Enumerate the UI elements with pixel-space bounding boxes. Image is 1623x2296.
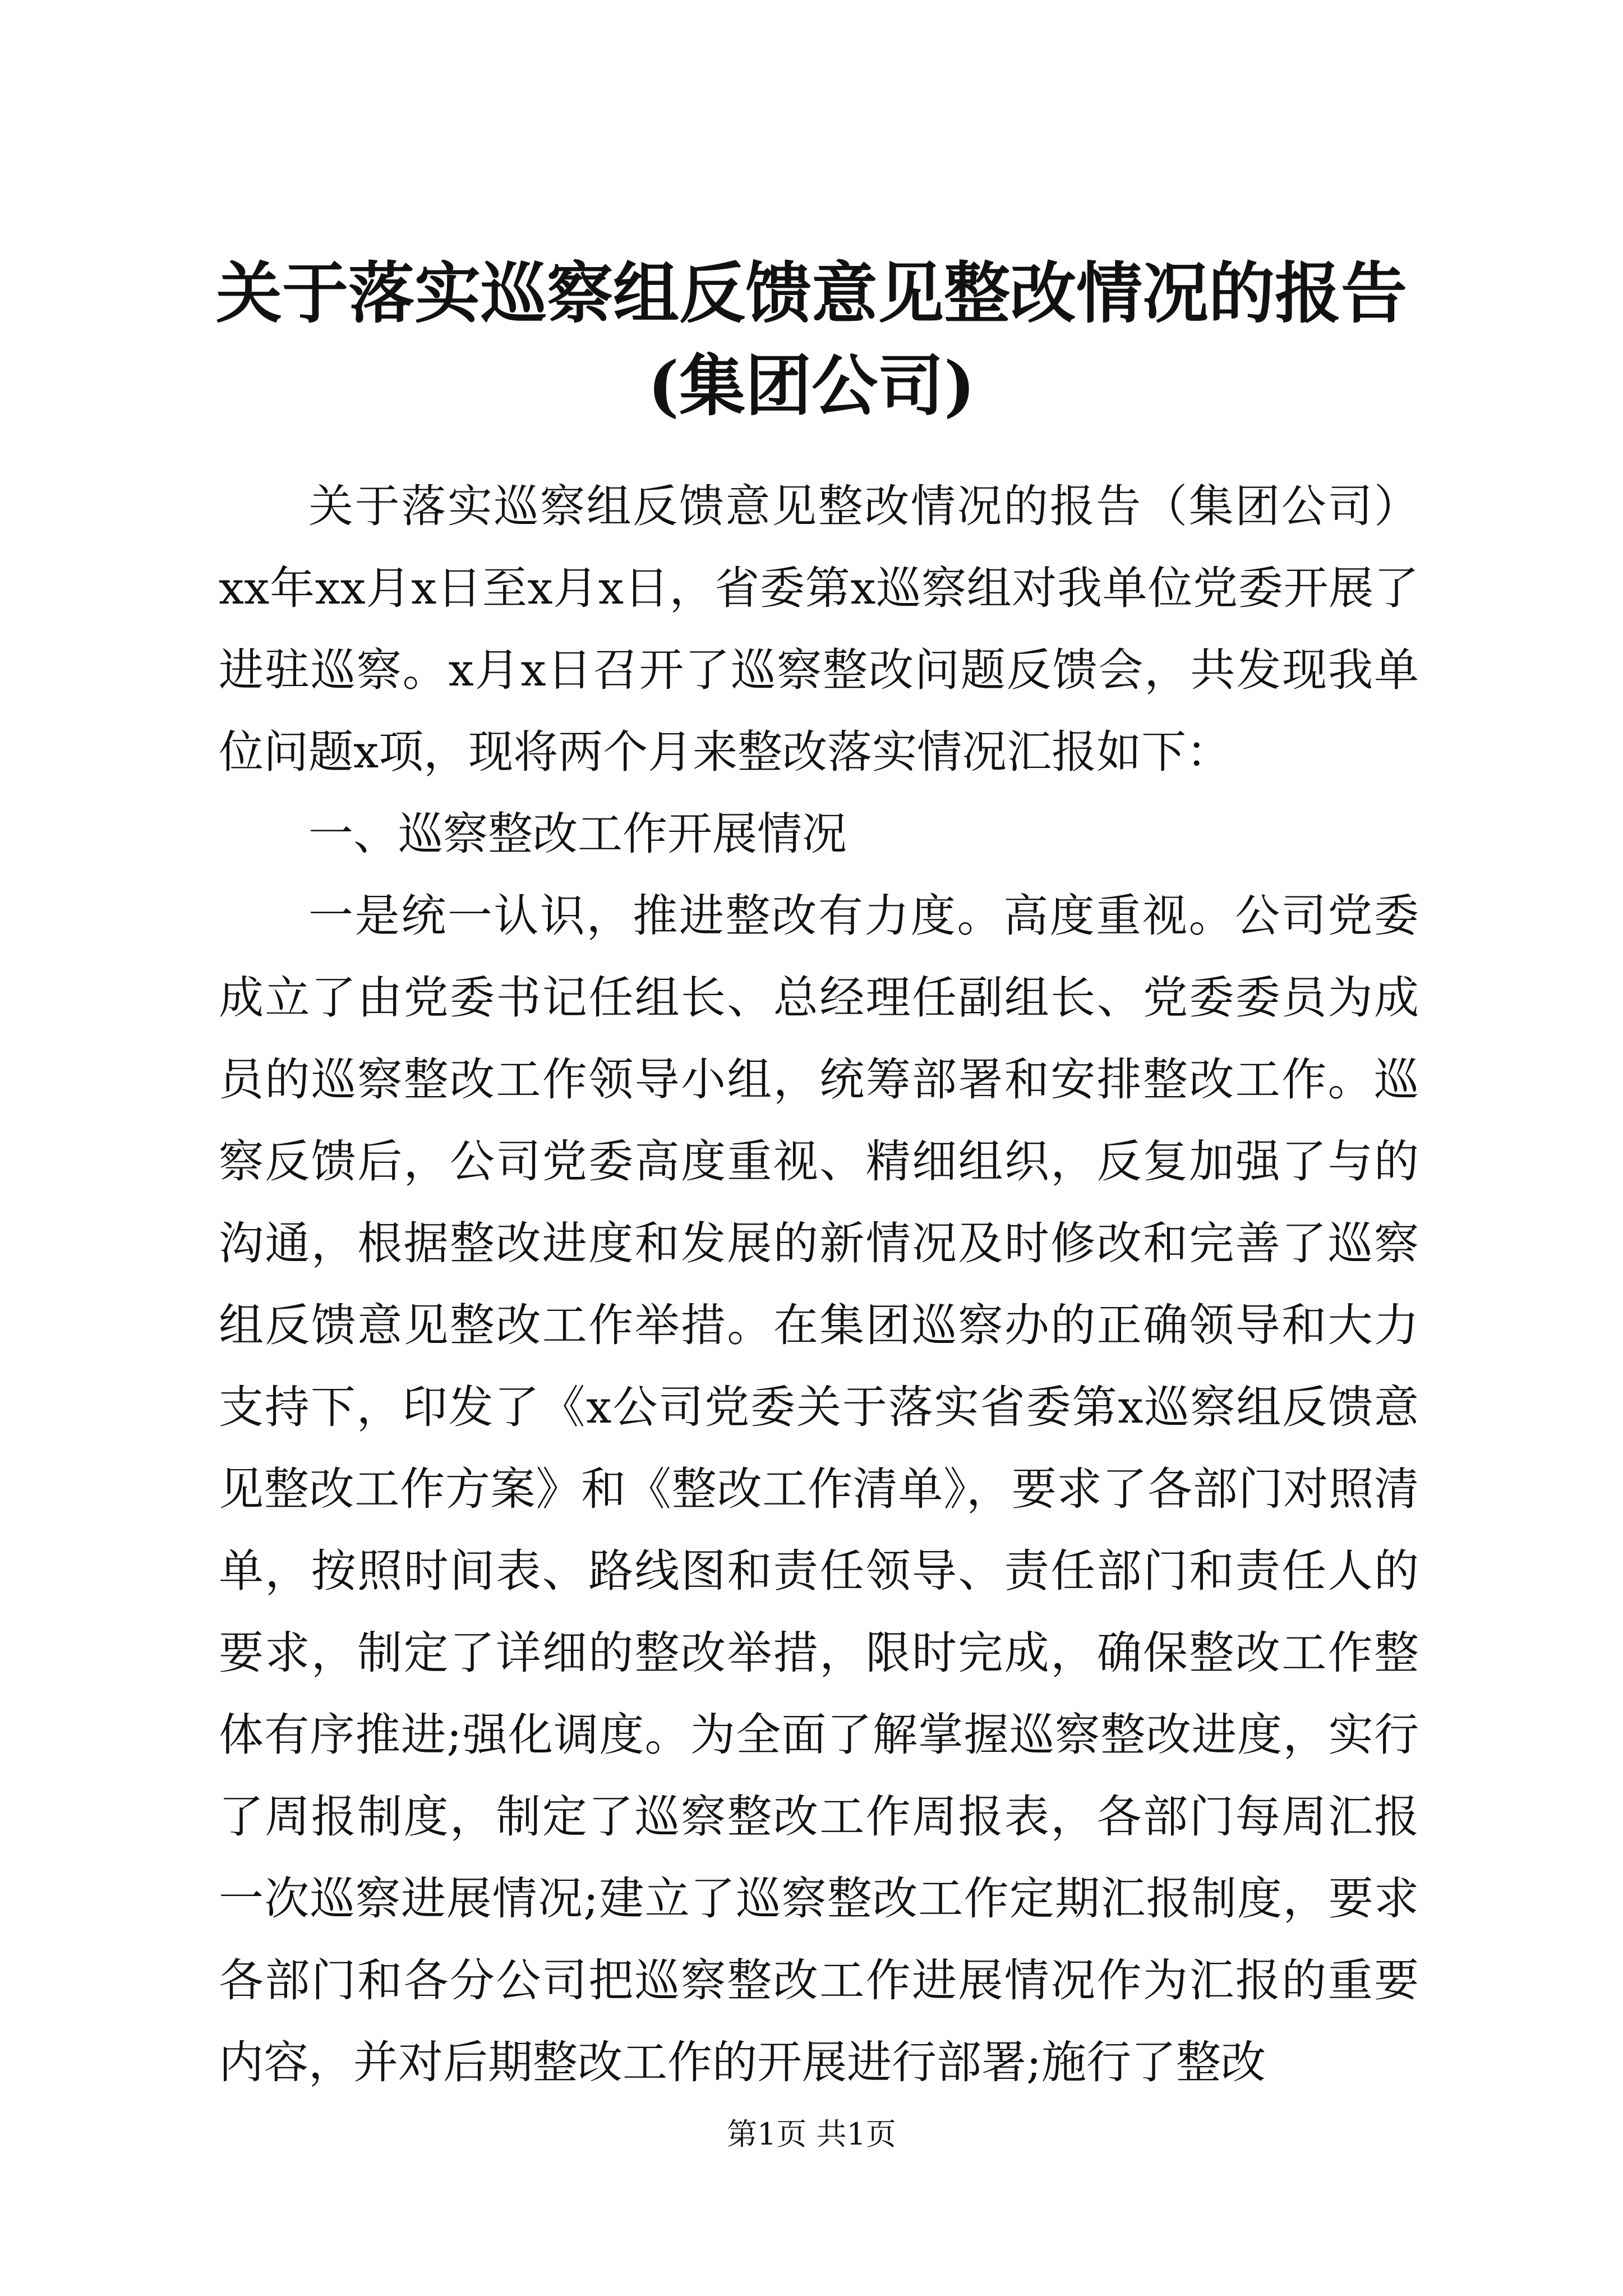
page-footer [0, 2115, 1623, 2154]
document-body [219, 466, 1419, 2104]
section-heading: 一、巡察整改工作开展情况 [308, 808, 847, 860]
paragraph-intro: 关于落实巡察组反馈意见整改情况的报告（集团公司）xx年xx月x日至x月x日，省委第x巡察组对我单位党委开展了进驻巡察。x月x日召开了巡察整改问题反馈会，共发现我单位问题x项，现将两个月来整改落实情况汇报如下： [219, 480, 1419, 778]
page-number-label: 第1页 共1页 [727, 2116, 896, 2152]
document-title: 关于落实巡察组反馈意见整改情况的报告(集团公司) [215, 254, 1407, 425]
paragraph-section-one: 一是统一认识，推进整改有力度。高度重视。公司党委成立了由党委书记任组长、总经理任副组长、党委委员为成员的巡察整改工作领导小组，统筹部署和安排整改工作。巡察反馈后，公司党委高度重视、精细组织，反复加强了与的沟通，根据整改进度和发展的新情况及时修改和完善了巡察组反馈意见整改工作举措。在集团巡察办的正确领导和大力支持下，印发了《x公司党委关于落实省委第x巡察组反馈意见整改工作方案》和《整改工作清单》，要求了各部门对照清单，按照时间表、路线图和责任领导、责任部门和责任人的要求，制定了详细的整改举措，限时完成，确保整改工作整体有序推进;强化调度。为全面了解掌握巡察整改进度，实行了周报制度，制定了巡察整改工作周报表，各部门每周汇报一次巡察进展情况;建立了巡察整改工作定期汇报制度，要求各部门和各分公司把巡察整改工作进展情况作为汇报的重要内容，并对后期整改工作的开展进行部署;施行了整改 [219, 890, 1419, 2088]
